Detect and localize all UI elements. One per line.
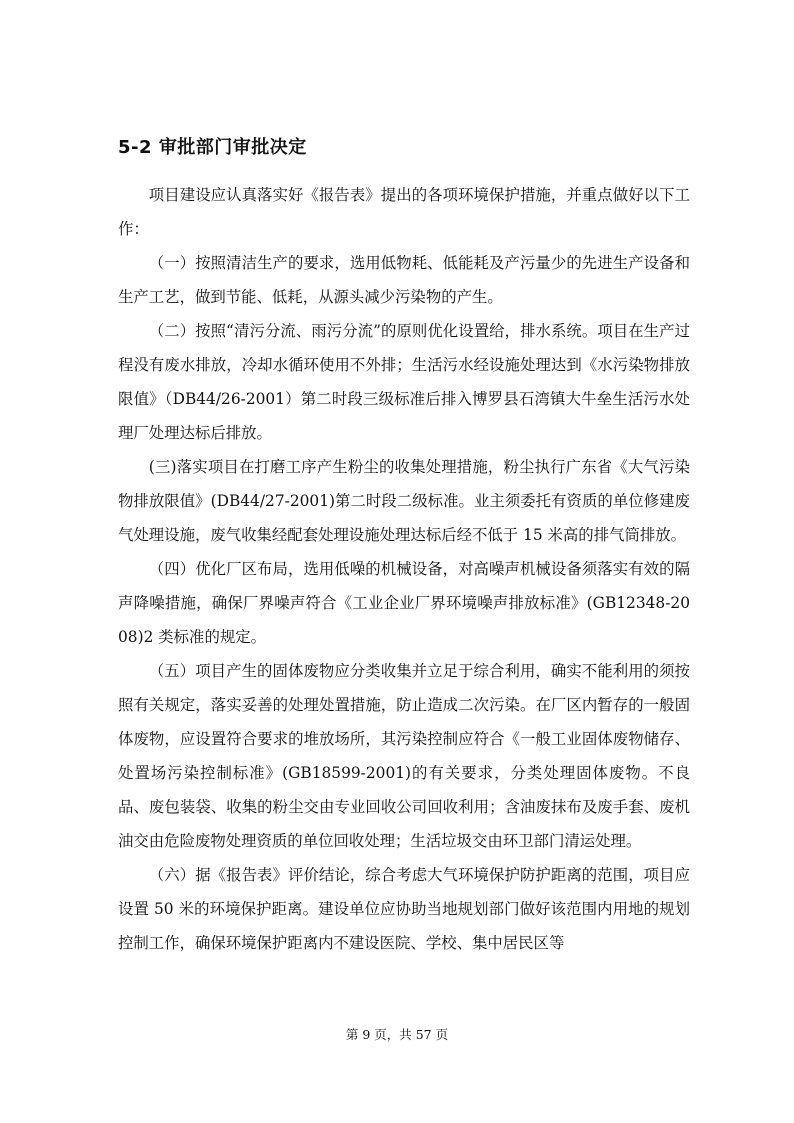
paragraph-intro: 项目建设应认真落实好《报告表》提出的各项环境保护措施，并重点做好以下工作：	[118, 186, 690, 238]
section-heading: 5-2 审批部门审批决定	[118, 137, 307, 158]
paragraph-item-3: (三)落实项目在打磨工序产生粉尘的收集处理措施，粉尘执行广东省《大气污染物排放限值》(DB44/27-2001)第二时段二级标准。业主须委托有资质的单位修建废气处理设施，废气收集经配套处理设施处理达标后经不低于 15 米高的排气筒排放。	[118, 458, 690, 544]
paragraph-item-4: （四）优化厂区布局，选用低噪的机械设备，对高噪声机械设备须落实有效的隔声降噪措施，确保厂界噪声符合《工业企业厂界环境噪声排放标准》(GB12348-2008)2 类标准的规定。	[118, 560, 690, 646]
paragraph-item-6: （六）据《报告表》评价结论，综合考虑大气环境保护防护距离的范围，项目应设置 50 米的环境保护距离。建设单位应协助当地规划部门做好该范围内用地的规划控制工作，确保环境保护距离内不建设医院、学校、集中居民区等	[118, 866, 690, 952]
paragraph-item-5: （五）项目产生的固体废物应分类收集并立足于综合利用，确实不能利用的须按照有关规定，落实妥善的处理处置措施，防止造成二次污染。在厂区内暂存的一般固体废物，应设置符合要求的堆放场所，其污染控制应符合《一般工业固体废物储存、处置场污染控制标准》(GB18599-2001)的有关要求，分类处理固体废物。不良品、废包装袋、收集的粉尘交由专业回收公司回收利用；含油废抹布及废手套、废机油交由危险废物处理资质的单位回收处理；生活垃圾交由环卫部门清运处理。	[118, 662, 690, 850]
page-number: 第 9 页，共 57 页	[345, 1027, 449, 1042]
body-text	[118, 178, 690, 960]
paragraph-item-2: （二）按照“清污分流、雨污分流”的原则优化设置给，排水系统。项目在生产过程没有废水排放，冷却水循环使用不外排；生活污水经设施处理达到《水污染物排放限值》（DB44/26-2001）第二时段三级标准后排入博罗县石湾镇大牛垒生活污水处理厂处理达标后排放。	[118, 322, 690, 442]
paragraph-item-1: （一）按照清洁生产的要求，选用低物耗、低能耗及产污量少的先进生产设备和生产工艺，做到节能、低耗，从源头减少污染物的产生。	[118, 254, 690, 306]
